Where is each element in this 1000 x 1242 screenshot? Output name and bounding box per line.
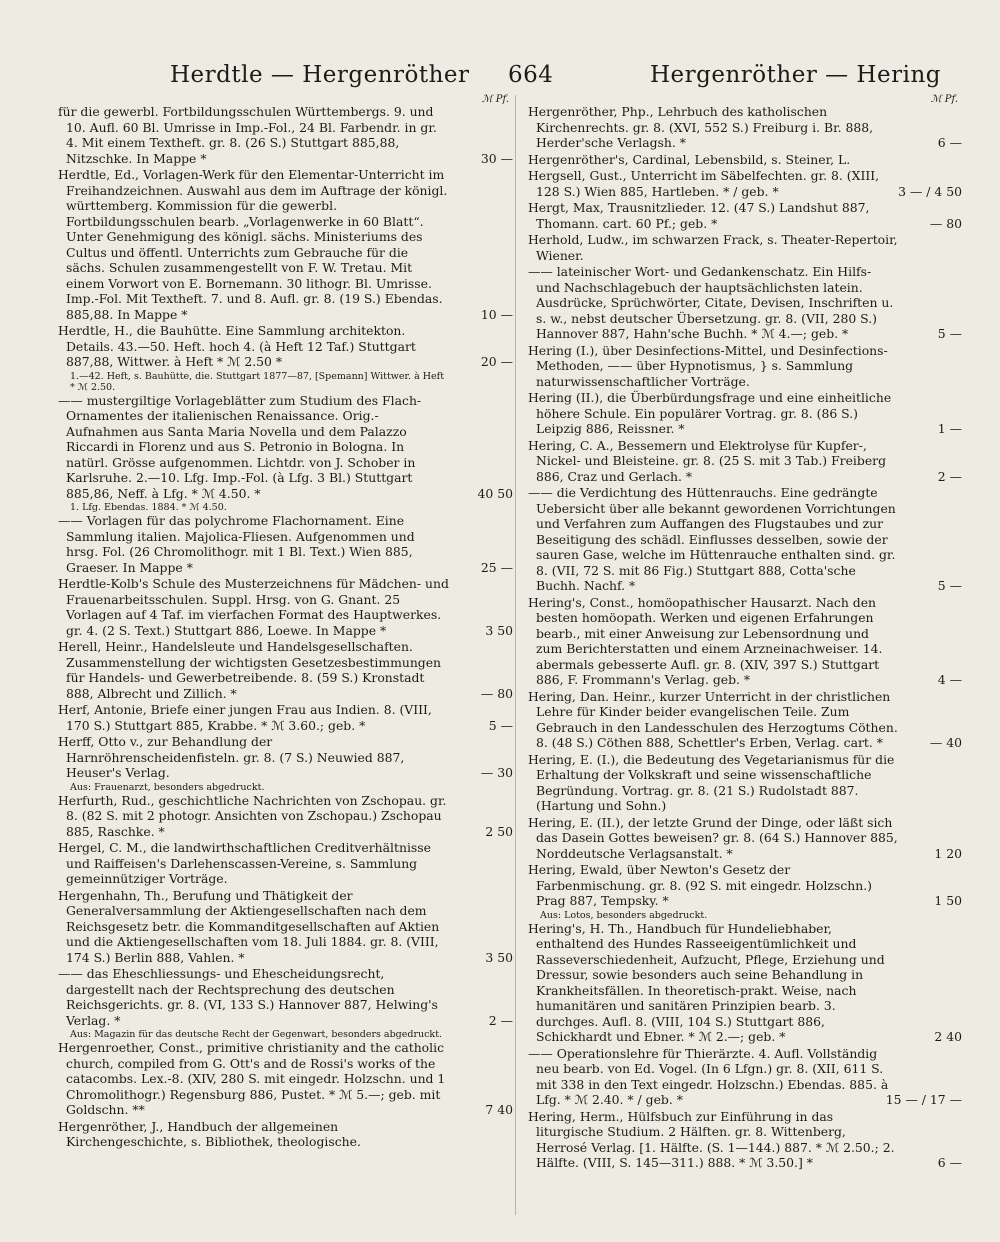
catalog-entry (528, 1109, 962, 1171)
catalog-entry (58, 104, 513, 166)
entry-price: 7 40 (485, 1102, 513, 1117)
entry-price: 5 — (937, 326, 962, 341)
entry-text: Herff, Otto v., zur Behandlung der Harnröhrenscheidenfisteln. gr. 8. (7 S.) Neuwied 887, Heuser's Verlag. (58, 734, 405, 780)
entry-price: — 40 (929, 735, 962, 750)
entry-text: Herell, Heinr., Handelsleute und Handelsgesellschaften. Zusammenstellung der wichtigsten Gesetzesbestimmungen für Handels- und Gewerbetreibende. 8. (59 S.) Kronstadt 888, Albrecht und Zillich. * (58, 639, 442, 701)
entry-text: Hering's, H. Th., Handbuch für Hundeliebhaber, enthaltend des Hundes Rasseeigentümlichkeit und Rasseverschiedenheit, Aufzucht, Pflege, Erziehung und Dressur, sowie besonders auch seine Behandlung in Krankheitsfällen. In theoretisch-prakt. Weise, nach humanitären und sanitären Prinzipien bearb. 3. durchges. Aufl. 8. (VIII, 104 S.) Stuttgart 886, Schickhardt und Ebner. * ℳ 2.—; geb. * (528, 920, 885, 1044)
catalog-entry (58, 1119, 513, 1150)
right-column (528, 92, 962, 1172)
entry-price: 3 — / 4 50 (898, 183, 962, 199)
catalog-entry (528, 264, 962, 342)
page-number: 664 (508, 62, 554, 88)
catalog-entry (528, 232, 962, 263)
entry-price: 1 — (937, 421, 962, 436)
catalog-entry (528, 200, 962, 231)
entry-text: Herf, Antonie, Briefe einer jungen Frau aus Indien. 8. (VIII, 170 S.) Stuttgart 885, Krabbe. * ℳ 3.60.; geb. * (58, 702, 432, 733)
entry-text: Hering, C. A., Bessemern und Elektrolyse für Kupfer-, Nickel- und Bleisteine. gr. 8. (25 S. mit 3 Tab.) Freiberg 886, Craz und Gerlach. * (528, 437, 887, 484)
entry-price: — 80 (929, 215, 962, 231)
entry-price: 5 — (488, 717, 513, 733)
catalog-entry (528, 1046, 962, 1108)
entry-text: Herdtle-Kolb's Schule des Musterzeichnens für Mädchen- und Frauenarbeitsschulen. Suppl. Hrsg. von G. Gnant. 25 Vorlagen auf 4 Taf. im vierfachen Format des Hauptwerkes. gr. 4. (2 S. Text.) Stuttgart 886, Loewe. In Mappe * (58, 576, 449, 638)
entry-text: Hering (I.), über Desinfections-Mittel, und Desinfections-Methoden, —— über Hypnotismus, } s. Sammlung naturwissenschaftlicher Vorträge. (528, 342, 888, 389)
entry-text: Hergsell, Gust., Unterricht im Säbelfechten. gr. 8. (XIII, 128 S.) Wien 885, Hartleben. * / geb. * (528, 168, 880, 199)
catalog-entry (58, 966, 513, 1028)
entry-text: Hering, E. (II.), der letzte Grund der Dinge, oder läßt sich das Dasein Gottes beweisen? gr. 8. (64 S.) Hannover 885, Norddeutsche Verlagsanstalt. * (528, 814, 898, 861)
currency-header: ℳ Pf. (930, 94, 958, 105)
catalog-entry (528, 343, 962, 390)
entry-note: Aus: Lotos, besonders abgedruckt. (540, 909, 708, 921)
entry-price: 3 50 (485, 622, 513, 638)
catalog-entry (58, 840, 513, 887)
entry-text: Herdtle, Ed., Vorlagen-Werk für den Elementar-Unterricht im Freihandzeichnen. Auswahl aus dem im Auftrage der königl. württemberg. Kommission für die gewerbl. Fortbildungsschulen bearb. „Vorlagenwerke in 60 Blatt“. Unter Genehmigung des königl. sächs. Ministeriums des Cultus und öffentl. Unterrichts zum Gebrauche für die sächs. Schulen zusammengestellt von F. W. Tretau. Mit einem Vorwort von E. Bornemann. 30 lithogr. Bl. Umrisse. Imp.-Fol. Mit Textheft. 7. und 8. Aufl. gr. 8. (19 S.) Ebendas. 885,88. In Mappe * (58, 167, 448, 322)
catalog-entry (58, 793, 513, 840)
entry-text: —— Vorlagen für das polychrome Flachornament. Eine Sammlung italien. Majolica-Fliesen. Aufgenommen und hrsg. Fol. (26 Chromolithogr. mit 1 Bl. Text.) Wien 885, Graeser. In Mappe * (58, 513, 415, 575)
entry-price: 1 20 (934, 845, 962, 861)
entry-text: Hergenhahn, Th., Berufung und Thätigkeit der Generalversammlung der Aktiengesellschaften nach dem Reichsgesetz betr. die Kommanditgesellschaften auf Aktien und die Aktiengesellschaften vom 18. Juli 1884. gr. 8. (VIII, 174 S.) Berlin 888, Vahlen. * (58, 887, 440, 965)
entry-text: Hergt, Max, Trausnitzlieder. 12. (47 S.) Landshut 887, Thomann. cart. 60 Pf.; geb. * (528, 200, 870, 231)
entry-note: 1. Lfg. Ebendas. 1884. * ℳ 4.50. (70, 502, 227, 513)
entry-price: 6 — (937, 1155, 962, 1170)
catalog-entry (528, 152, 962, 168)
catalog-entry (58, 513, 513, 575)
entry-price: 1 50 (934, 893, 962, 908)
entry-price: 30 — (480, 150, 513, 166)
catalog-entry (528, 815, 962, 862)
left-running-head: Herdtle — Hergenröther (170, 62, 470, 88)
entry-price: 20 — (480, 354, 513, 369)
entry-text: Hering, E. (I.), die Bedeutung des Vegetarianismus für die Erhaltung der Volkskraft und seine wissenschaftliche Begründung. Vortrag. gr. 8. (21 S.) Rudolstadt 887. (Hartung und Sohn.) (528, 751, 895, 813)
entry-price: — 30 (480, 765, 513, 780)
entry-price: 15 — / 17 — (885, 1092, 962, 1107)
entry-price: — 80 (480, 685, 513, 701)
entry-price: 2 — (488, 1012, 513, 1028)
entry-price: 2 40 (934, 1029, 962, 1044)
catalog-entry (528, 438, 962, 485)
entry-text: Herfurth, Rud., geschichtliche Nachrichten von Zschopau. gr. 8. (82 S. mit 2 photogr. Ansichten von Zschopau.) Zschopau 885, Raschke. * (58, 792, 447, 839)
catalog-entry (58, 576, 513, 638)
entry-text: Herhold, Ludw., im schwarzen Frack, s. Theater-Repertoir, Wiener. (528, 232, 898, 263)
entry-text: —— mustergiltige Vorlageblätter zum Studium des Flach-Ornamentes der italienischen Renaissance. Orig.-Aufnahmen aus Santa Maria Novella und dem Palazzo Riccardi in Florenz und aus S. Petronio in Bologna. In natürl. Grösse aufgenommen. Lichtdr. von J. Schober in Karlsruhe. 2.—10. Lfg. Imp.-Fol. (à Lfg. 3 Bl.) Stuttgart 885,86, Neff. à Lfg. * ℳ 4.50. * (58, 392, 422, 501)
entry-price: 6 — (937, 135, 962, 150)
entry-note: 1.—42. Heft, s. Bauhütte, die. Stuttgart 1877—87, [Spemann] Wittwer. à Heft * ℳ 2.50. (70, 370, 445, 393)
catalog-entry (528, 752, 962, 814)
catalog-entry (528, 390, 962, 437)
right-running-head: Hergenröther — Hering (650, 62, 941, 88)
catalog-entry (58, 1040, 513, 1118)
catalog-entry (528, 168, 962, 199)
entry-text: —— Operationslehre für Thierärzte. 4. Aufl. Vollständig neu bearb. von Ed. Vogel. (In 6 Lfgn.) gr. 8. (XII, 611 S. mit 338 in den Text eingedr. Holzschn.) Ebendas. 885. à Lfg. * ℳ 2.40. * / geb. * (528, 1045, 889, 1107)
currency-header: ℳ Pf. (481, 94, 509, 105)
entry-note: Aus: Frauenarzt, besonders abgedruckt. (70, 781, 265, 793)
entry-text: Hergel, C. M., die landwirthschaftlichen Creditverhältnisse und Raiffeisen's Darlehenscassen-Vereine, s. Sammlung gemeinnütziger Vorträge. (58, 840, 431, 886)
entry-price: 10 — (480, 306, 513, 322)
entry-price: 5 — (937, 578, 962, 593)
left-column (58, 92, 513, 1151)
catalog-entry (58, 167, 513, 322)
catalog-entry (58, 639, 513, 701)
entry-text: Hering, Ewald, über Newton's Gesetz der Farbenmischung. gr. 8. (92 S. mit eingedr. Holzschn.) Prag 887, Tempsky. * (528, 862, 872, 908)
entry-text: —— das Eheschliessungs- und Ehescheidungsrecht, dargestellt nach der Rechtsprechung des deutschen Reichsgerichts. gr. 8. (VI, 133 S.) Hannover 887, Helwing's Verlag. * (58, 966, 438, 1028)
catalog-entry (528, 862, 962, 909)
entry-price: 2 — (937, 468, 962, 484)
column-divider (515, 95, 516, 1215)
catalog-entry (528, 921, 962, 1045)
entry-text: Hergenröther, Php., Lehrbuch des katholischen Kirchenrechts. gr. 8. (XVI, 552 S.) Freiburg i. Br. 888, Herder'sche Verlagsh. * (528, 104, 874, 150)
entry-text: Herdtle, H., die Bauhütte. Eine Sammlung architekton. Details. 43.—50. Heft. hoch 4. (à Heft 12 Taf.) Stuttgart 887,88, Wittwer. à Heft * ℳ 2.50 * (58, 323, 416, 369)
entry-text: —— die Verdichtung des Hüttenrauchs. Eine gedrängte Uebersicht über alle bekannt gewordenen Vorrichtungen und Verfahren zum Auffangen des Flugstaubes und zur Beseitigung des schädl. Einflusses desselben, sowie der sauren Gase, welche im Hüttenrauche enthalten sind. gr. 8. (VII, 72 S. mit 86 Fig.) Stuttgart 888, Cotta'sche Buchh. Nachf. * (528, 485, 896, 593)
entry-note: Aus: Magazin für das deutsche Recht der Gegenwart, besonders abgedruckt. (70, 1029, 443, 1040)
catalog-entry (58, 323, 513, 370)
entry-price: 25 — (480, 559, 513, 575)
catalog-entry (58, 734, 513, 781)
entry-text: Hering, Dan. Heinr., kurzer Unterricht in der christlichen Lehre für Kinder beider evangelischen Teile. Zum Gebrauch in den Landesschulen des Herzogtums Cöthen. 8. (48 S.) Cöthen 888, Schettler's Erben, Verlag. cart. * (528, 688, 898, 750)
entry-text: Hering's, Const., homöopathischer Hausarzt. Nach den besten homöopath. Werken und eigenen Erfahrungen bearb., mit einer Anweisung zur Lebensordnung und zum Berichterstatten und einem Arzneinachweiser. 14. abermals gebesserte Aufl. gr. 8. (XIV, 397 S.) Stuttgart 886, F. Frommann's Verlag. geb. * (528, 594, 883, 687)
entry-price: 2 50 (485, 823, 513, 839)
entry-text: Hergenröther's, Cardinal, Lebensbild, s. Steiner, L. (528, 151, 851, 167)
catalog-entry (58, 888, 513, 966)
catalog-entry (528, 689, 962, 751)
entry-text: —— lateinischer Wort- und Gedankenschatz. Ein Hilfs- und Nachschlagebuch der hauptsächlichsten latein. Ausdrücke, Sprüchwörter, Citate, Devisen, Inschriften u. s. w., nebst deutscher Übersetzung. gr. 8. (VII, 280 S.) Hannover 887, Hahn'sche Buchh. * ℳ 4.—; geb. * (528, 264, 894, 341)
entry-text: Hergenröther, J., Handbuch der allgemeinen Kirchengeschichte, s. Bibliothek, theologische. (58, 1118, 361, 1149)
catalog-entry (58, 702, 513, 733)
entry-price: 40 50 (477, 485, 513, 501)
catalog-entry (58, 393, 513, 502)
catalog-entry (528, 485, 962, 594)
entry-text: Hering, Herm., Hülfsbuch zur Einführung in das liturgische Studium. 2 Hälften. gr. 8. Wittenberg, Herrosé Verlag. [1. Hälfte. (S. 1—144.) 887. * ℳ 2.50.; 2. Hälfte. (VIII, S. 145—311.) 888. * ℳ 3.50.] * (528, 1108, 895, 1170)
entry-text: Hering (II.), die Überbürdungsfrage und eine einheitliche höhere Schule. Ein populärer Vortrag. gr. 8. (86 S.) Leipzig 886, Reissner. * (528, 390, 892, 436)
entry-price: 4 — (937, 672, 962, 687)
entry-price: 3 50 (485, 949, 513, 965)
entry-text: Hergenroether, Const., primitive christianity and the catholic church, compiled from G. Ott's and de Rossi's works of the catacombs. Lex.-8. (XIV, 280 S. mit eingedr. Holzschn. und 1 Chromolithogr.) Regensburg 886, Pustet. * ℳ 5.—; geb. mit Goldschn. ** (58, 1040, 446, 1117)
entry-text: für die gewerbl. Fortbildungsschulen Württembergs. 9. und 10. Aufl. 60 Bl. Umrisse in Imp.-Fol., 24 Bl. Farbendr. in gr. 4. Mit einem Textheft. gr. 8. (26 S.) Stuttgart 885,88, Nitzschke. In Mappe * (58, 104, 437, 166)
catalog-entry (528, 104, 962, 151)
catalog-entry (528, 595, 962, 688)
